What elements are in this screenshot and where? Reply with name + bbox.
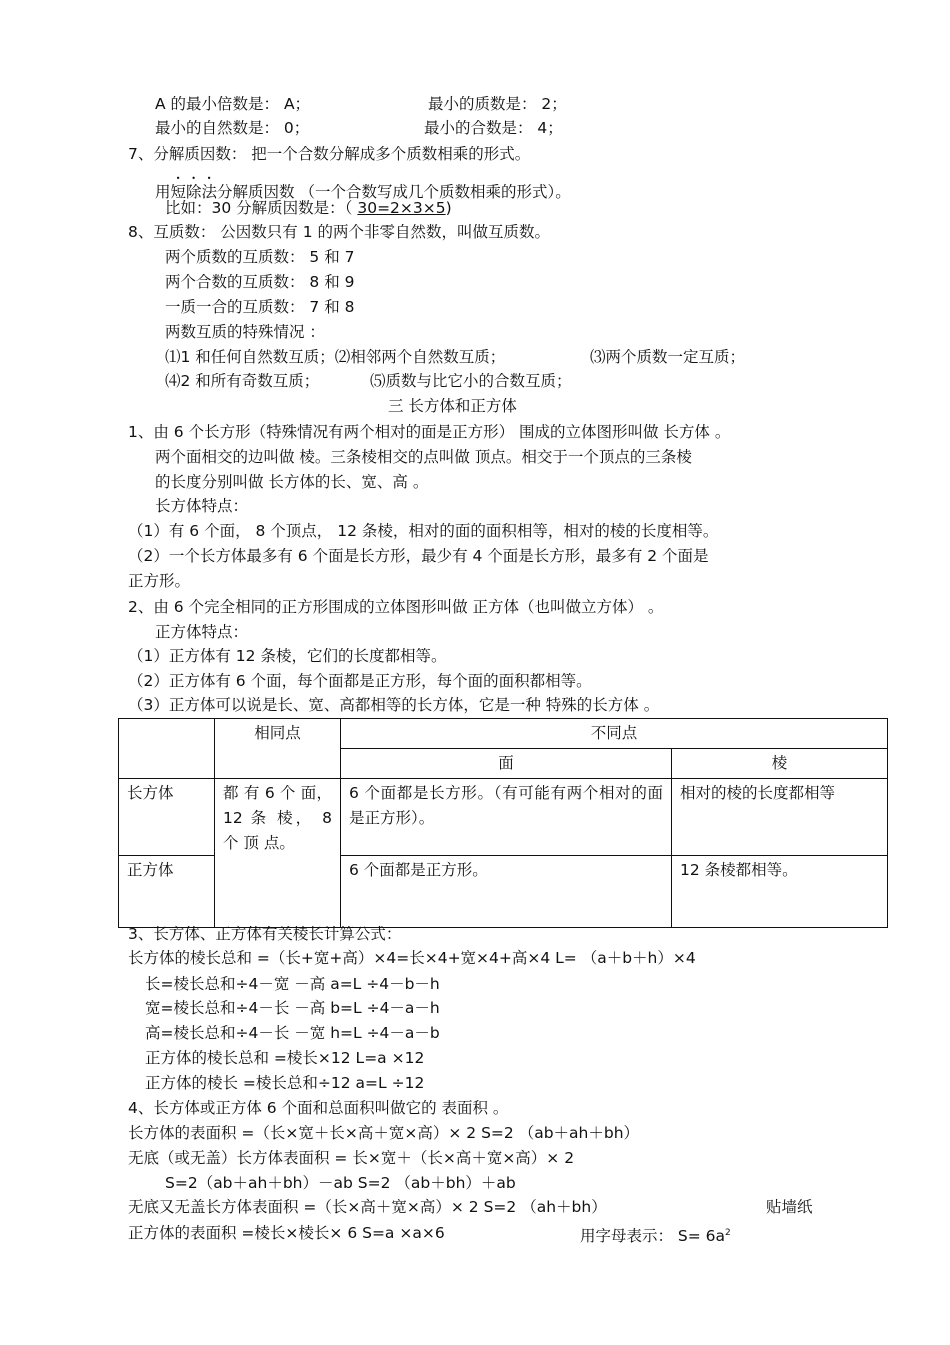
section-heading: 1、由 6 个长方形（特殊情况有两个相对的面是正方形） 围成的立体图形叫做 长方体 。 — [128, 423, 731, 441]
row-label-cube: 正方体 — [119, 856, 215, 928]
table-corner-cell — [119, 719, 215, 779]
text-fragment: 用 — [155, 183, 171, 201]
section-heading: 4、长方体或正方体 6 个面和总面积叫做它的 表面积 。 — [128, 1099, 509, 1117]
formula-line: 正方体的表面积 =棱长×棱长× 6 S=a ×a×6 — [128, 1224, 445, 1242]
formula-line: 长=棱长总和÷4－宽 －高 a=L ÷4－b－h — [145, 975, 440, 993]
formula-line: 宽=棱长总和÷4－长 －高 b=L ÷4－a－h — [145, 999, 440, 1017]
text-line: ⑴1 和任何自然数互质；⑵相邻两个自然数互质； — [165, 348, 506, 366]
header-diff: 不同点 — [341, 719, 888, 749]
cube-edge-cell: 12 条棱都相等。 — [672, 856, 888, 928]
text-line: ⑷2 和所有奇数互质； — [165, 372, 320, 390]
text-line: （1）有 6 个面， 8 个顶点， 12 条棱，相对的面的面积相等，相对的棱的长度相等。 — [128, 522, 719, 540]
chapter-title: 三 长方体和正方体 — [388, 397, 517, 415]
text-fragment: 用字母表示： S= 6a — [580, 1227, 726, 1246]
text-line: 一质一合的互质数： 7 和 8 — [165, 298, 355, 316]
text-line: ⑸质数与比它小的合数互质； — [370, 372, 572, 390]
text-line: 两个面相交的边叫做 棱。三条棱相交的点叫做 顶点。相交于一个顶点的三条棱 — [155, 448, 692, 466]
text-line: ⑶两个质数一定互质； — [590, 348, 746, 366]
text-line: 最小的质数是： 2； — [428, 95, 567, 113]
cuboid-edge-cell: 相对的棱的长度都相等 — [672, 779, 888, 856]
underlined-answer: 30=2×3×5 — [357, 199, 446, 217]
section-heading: 7、分解质因数： 把一个合数分解成多个质数相乘的形式。 — [128, 145, 531, 163]
same-points-cell: 都 有 6 个 面， 12 条 棱， 8 个 顶 点。 — [215, 779, 341, 928]
row-label-cuboid: 长方体 — [119, 779, 215, 856]
formula-line: 无底又无盖长方体表面积 =（长×高＋宽×高）× 2 S=2 （ah＋bh） — [128, 1198, 607, 1216]
cube-face-cell: 6 个面都是正方形。 — [341, 856, 672, 928]
formula-line: 长方体的棱长总和 =（长+宽+高）×4=长×4+宽×4+高×4 L= （a＋b＋h）×4 — [128, 949, 696, 967]
formula-line: 无底（或无盖）长方体表面积 = 长×宽＋（长×高＋宽×高）× 2 — [128, 1149, 575, 1167]
section-heading: 2、由 6 个完全相同的正方形围成的立体图形叫做 正方体（也叫做立方体） 。 — [128, 598, 664, 616]
comparison-table — [118, 718, 888, 928]
header-face: 面 — [341, 749, 672, 779]
superscript: 2 — [725, 1228, 731, 1238]
text-line: 最小的合数是： 4； — [424, 119, 563, 137]
text-line: 正方形。 — [128, 572, 191, 590]
text-line: 贴墙纸 — [766, 1198, 813, 1216]
text-line — [165, 198, 452, 218]
formula-line: 正方体的棱长 =棱长总和÷12 a=L ÷12 — [145, 1074, 425, 1092]
text-line: 两数互质的特殊情况 ： — [165, 323, 325, 341]
header-same: 相同点 — [215, 719, 341, 779]
formula-line: 高=棱长总和÷4－长 －宽 h=L ÷4－a－b — [145, 1024, 440, 1042]
text-line: 长方体特点： — [155, 497, 249, 515]
text-line: 两个合数的互质数： 8 和 9 — [165, 273, 355, 291]
formula-line — [580, 1223, 731, 1246]
text-line: （2）正方体有 6 个面，每个面都是正方形，每个面的面积都相等。 — [128, 672, 592, 690]
emphasis-text: 短除法 — [170, 183, 218, 201]
text-fragment: ) — [445, 199, 452, 217]
section-heading: 8、互质数： 公因数只有 1 的两个非零自然数，叫做互质数。 — [128, 223, 551, 241]
formula-line: S=2（ab＋ah＋bh）－ab S=2 （ab＋bh）＋ab — [165, 1174, 516, 1192]
text-line: 最小的自然数是： 0； — [155, 119, 310, 137]
text-fragment: 分解质因数 （一个合数写成几个质数相乘的形式）。 — [217, 183, 571, 201]
text-line: （3）正方体可以说是长、宽、高都相等的长方体，它是一种 特殊的长方体 。 — [128, 696, 660, 714]
text-line: 两个质数的互质数： 5 和 7 — [165, 248, 355, 266]
text-line: （2）一个长方体最多有 6 个面是长方形，最少有 4 个面是长方形，最多有 2 个面是 — [128, 547, 709, 565]
formula-line: 长方体的表面积 =（长×宽＋长×高＋宽×高）× 2 S=2 （ab＋ah＋bh） — [128, 1124, 640, 1142]
text-line: 正方体特点： — [155, 623, 249, 641]
formula-line: 正方体的棱长总和 =棱长×12 L=a ×12 — [145, 1049, 425, 1067]
text-fragment: 比如：30 分解质因数是：（ — [165, 199, 353, 217]
cuboid-face-cell: 6 个面都是长方形。（有可能有两个相对的面是正方形）。 — [341, 779, 672, 856]
text-line: 的长度分别叫做 长方体的长、宽、高 。 — [155, 473, 429, 491]
section-heading: 3、长方体、正方体有关棱长计算公式： — [128, 925, 402, 943]
text-line: （1）正方体有 12 条棱，它们的长度都相等。 — [128, 647, 447, 665]
text-line: A 的最小倍数是： A； — [155, 95, 311, 113]
header-edge: 棱 — [672, 749, 888, 779]
